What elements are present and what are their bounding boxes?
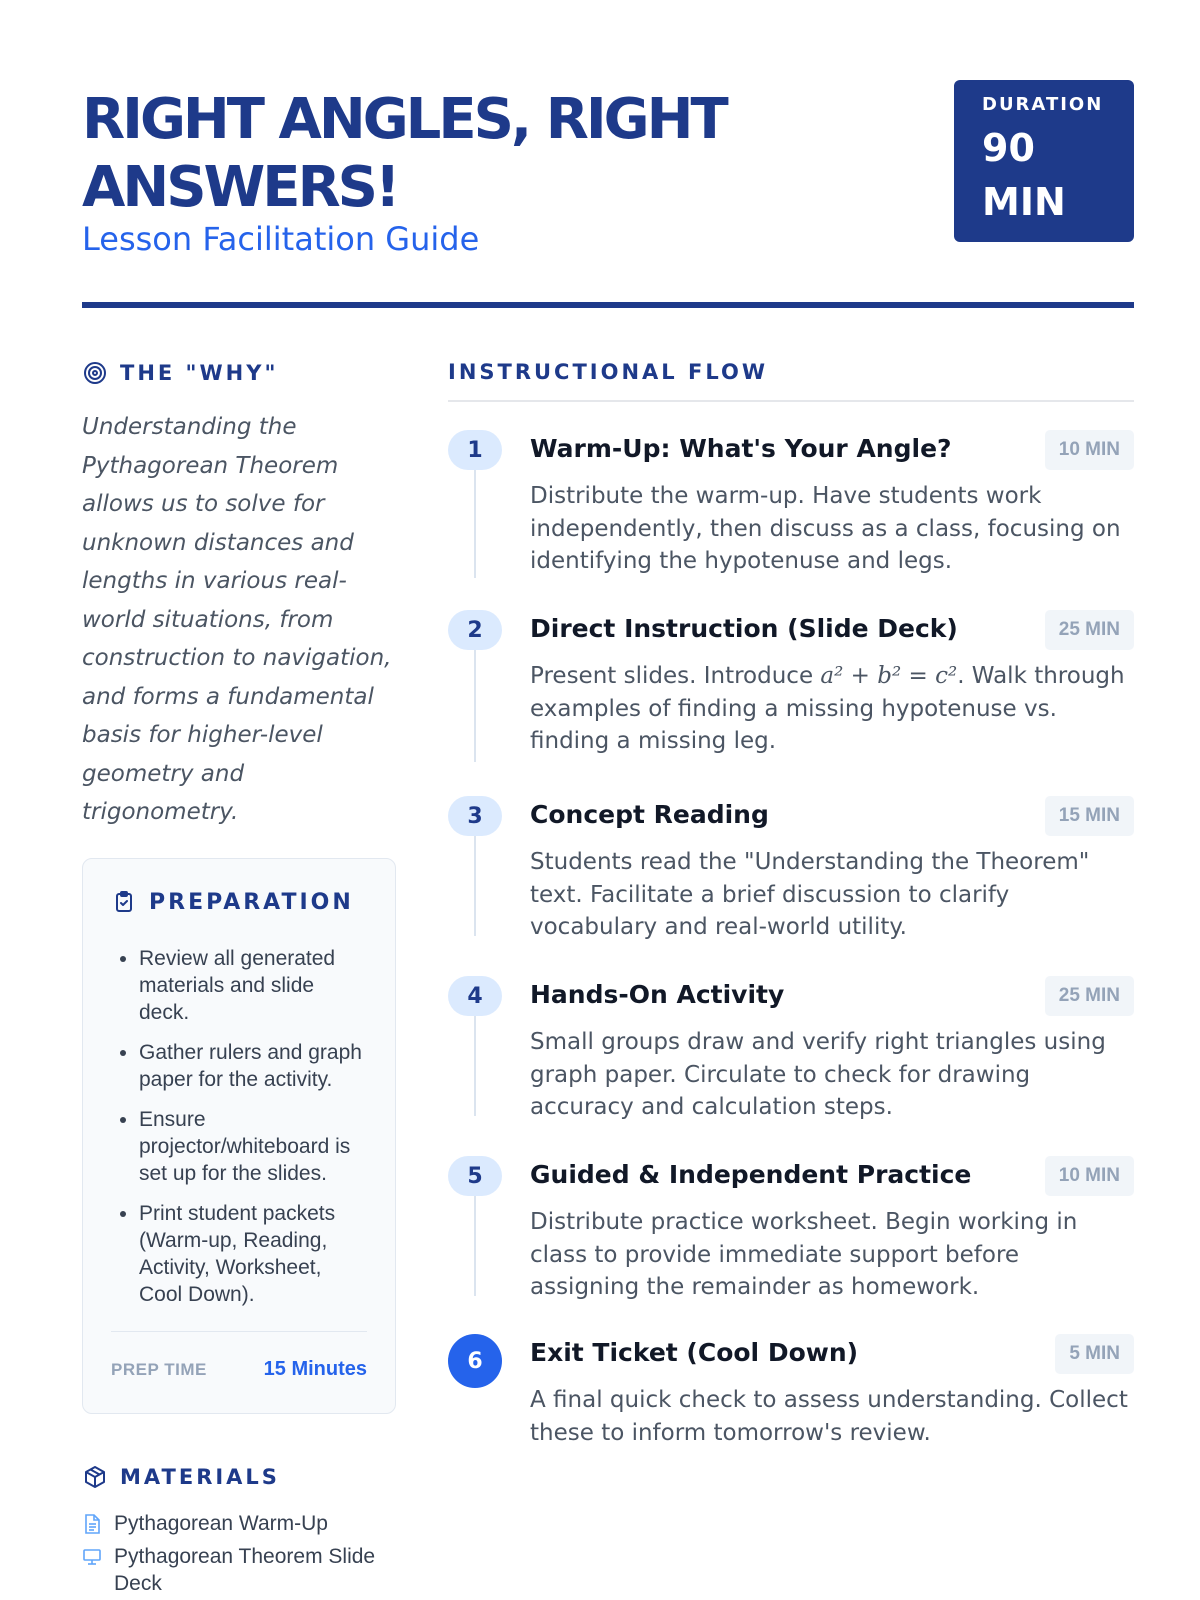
instructional-flow-section <box>448 360 1134 1464</box>
step-description: A final quick check to assess understanding. Collect these to inform tomorrow's review. <box>530 1387 1128 1446</box>
step-duration-badge: 5 MIN <box>1055 1334 1134 1374</box>
material-item[interactable] <box>82 1510 400 1537</box>
step-duration-badge: 25 MIN <box>1045 976 1134 1016</box>
why-text: Understanding the Pythagorean Theorem allows us to solve for unknown distances and lengths in various real-world situations, from construction to navigation, and forms a fundamental basis for higher-level geometry and trigonometry. <box>82 414 392 825</box>
step-duration-badge: 15 MIN <box>1045 796 1134 836</box>
prep-time-row <box>111 1331 367 1381</box>
step-number: 4 <box>448 976 502 1016</box>
step-description-text: Present slides. Introduce <box>530 663 821 689</box>
why-heading <box>82 360 400 386</box>
step-description: Students read the "Understanding the Theorem" text. Facilitate a brief discussion to clarify vocabulary and real-world utility. <box>530 849 1090 940</box>
step-title: Warm-Up: What's Your Angle? <box>530 434 952 463</box>
flow-step <box>448 1156 1134 1334</box>
header-divider <box>82 302 1134 308</box>
step-number: 5 <box>448 1156 502 1196</box>
why-section <box>82 360 400 832</box>
flow-step <box>448 430 1134 610</box>
step-duration-badge: 10 MIN <box>1045 1156 1134 1196</box>
material-label: Pythagorean Theorem Slide Deck <box>114 1545 376 1595</box>
material-item[interactable] <box>82 1543 400 1597</box>
duration-value: 90 MIN <box>982 126 1066 224</box>
preparation-card <box>82 858 396 1414</box>
flow-step <box>448 610 1134 796</box>
step-title: Hands-On Activity <box>530 980 785 1009</box>
step-title: Guided & Independent Practice <box>530 1160 972 1189</box>
package-icon <box>82 1464 108 1490</box>
steps-list <box>448 430 1134 1464</box>
step-number-active: 6 <box>448 1334 502 1388</box>
materials-list <box>82 1510 400 1597</box>
materials-section <box>82 1464 400 1600</box>
step-title: Concept Reading <box>530 800 769 829</box>
step-description <box>530 660 1134 758</box>
list-item: • Review all generated materials and slide deck. <box>139 945 367 1026</box>
step-number: 1 <box>448 430 502 470</box>
target-icon <box>82 360 108 386</box>
timeline-connector <box>474 470 476 578</box>
timeline-connector <box>474 1196 476 1296</box>
timeline-connector <box>474 836 476 936</box>
flow-step-active <box>448 1334 1134 1464</box>
preparation-list <box>111 945 367 1308</box>
preparation-heading <box>111 889 367 915</box>
flow-step <box>448 976 1134 1156</box>
list-item: • Gather rulers and graph paper for the activity. <box>139 1039 367 1093</box>
step-duration-badge: 25 MIN <box>1045 610 1134 650</box>
page-header <box>82 80 1134 310</box>
prep-time-label: PREP TIME <box>111 1359 207 1379</box>
list-item: • Print student packets (Warm-up, Reading, Activity, Worksheet, Cool Down). <box>139 1200 367 1308</box>
step-description: Distribute the warm-up. Have students work independently, then discuss as a class, focusing on identifying the hypotenuse and legs. <box>530 483 1121 574</box>
flow-heading: INSTRUCTIONAL FLOW <box>448 360 1134 402</box>
step-duration-badge: 10 MIN <box>1045 430 1134 470</box>
materials-heading-text: MATERIALS <box>120 1465 280 1489</box>
step-title: Exit Ticket (Cool Down) <box>530 1338 859 1367</box>
step-description: Small groups draw and verify right triangles using graph paper. Circulate to check for drawing accuracy and calculation steps. <box>530 1029 1106 1120</box>
timeline-connector <box>474 650 476 762</box>
monitor-icon <box>82 1547 102 1567</box>
duration-box <box>954 80 1134 242</box>
flow-step <box>448 796 1134 976</box>
preparation-heading-text: PREPARATION <box>149 889 354 915</box>
step-number: 2 <box>448 610 502 650</box>
duration-label: DURATION <box>982 94 1104 115</box>
pythagorean-formula: a² + b² = c² <box>820 663 958 689</box>
list-item: • Ensure projector/whiteboard is set up for the slides. <box>139 1106 367 1187</box>
step-description-text: . Walk through examples of finding a missing hypotenuse vs. finding a missing leg. <box>530 663 1125 754</box>
why-heading-text: THE "WHY" <box>120 361 279 385</box>
page-title: RIGHT ANGLES, RIGHT ANSWERS! <box>82 87 726 220</box>
prep-time-value: 15 Minutes <box>263 1358 367 1380</box>
step-title: Direct Instruction (Slide Deck) <box>530 614 958 643</box>
materials-heading <box>82 1464 400 1490</box>
step-number: 3 <box>448 796 502 836</box>
document-icon <box>82 1514 102 1534</box>
page-subtitle: Lesson Facilitation Guide <box>82 220 480 258</box>
step-description: Distribute practice worksheet. Begin working in class to provide immediate support before assigning the remainder as homework. <box>530 1209 1078 1300</box>
clipboard-check-icon <box>111 889 137 915</box>
material-label: Pythagorean Warm-Up <box>114 1512 328 1535</box>
timeline-connector <box>474 1016 476 1116</box>
